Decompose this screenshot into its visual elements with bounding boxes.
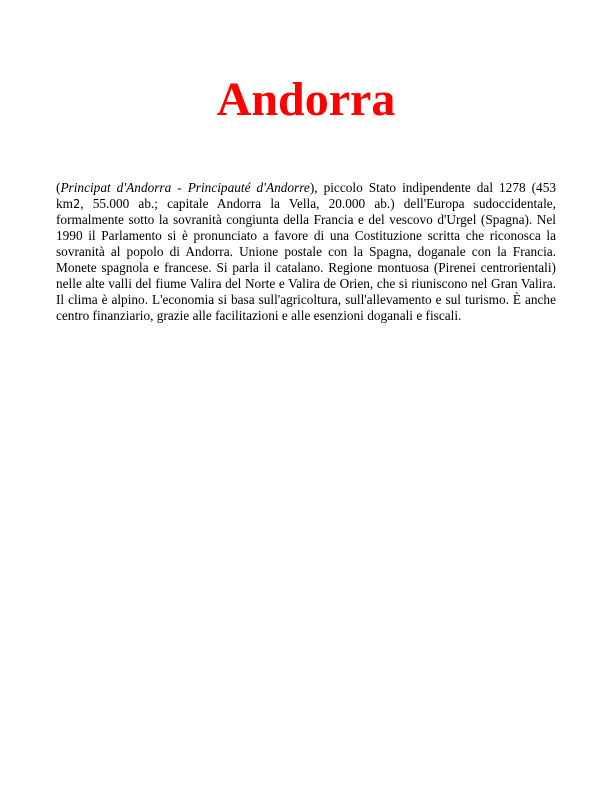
open-paren: ( <box>56 180 61 195</box>
area-superscript: 2 <box>73 197 81 211</box>
body-paragraph <box>56 180 556 324</box>
paragraph-text-start: ), piccolo Stato indipendente dal 1278 (453 km <box>56 180 557 211</box>
paragraph-text-rest: , 55.000 ab.; capitale Andorra la Vella, 20.000 ab.) dell'Europa sudoccidentale, formalmente sotto la sovranità congiunta della Francia e del vescovo d'Urgel (Spagna). Nel 1990 il Parlamento si è pronunciato a favore di una Costituzione scritta che riconosca la sovranità al popolo di Andorra. Unione postale con la Spagna, doganale con la Francia. Monete spagnola e francese. Si parla il catalano. Regione montuosa (Pirenei centrorientali) nelle alte valli del fiume Valira del Norte e Valira de Orien, che si riuniscono nel Gran Valira. Il clima è alpino. L'economia si basa sull'agricoltura, sull'allevamento e sul turismo. È anche centro finanziario, grazie alle facilitazioni e alle esenzioni doganali e fiscali. <box>56 196 556 323</box>
page-title: Andorra <box>216 73 396 126</box>
official-names: Principat d'Andorra - Principauté d'Andorre <box>60 180 310 195</box>
